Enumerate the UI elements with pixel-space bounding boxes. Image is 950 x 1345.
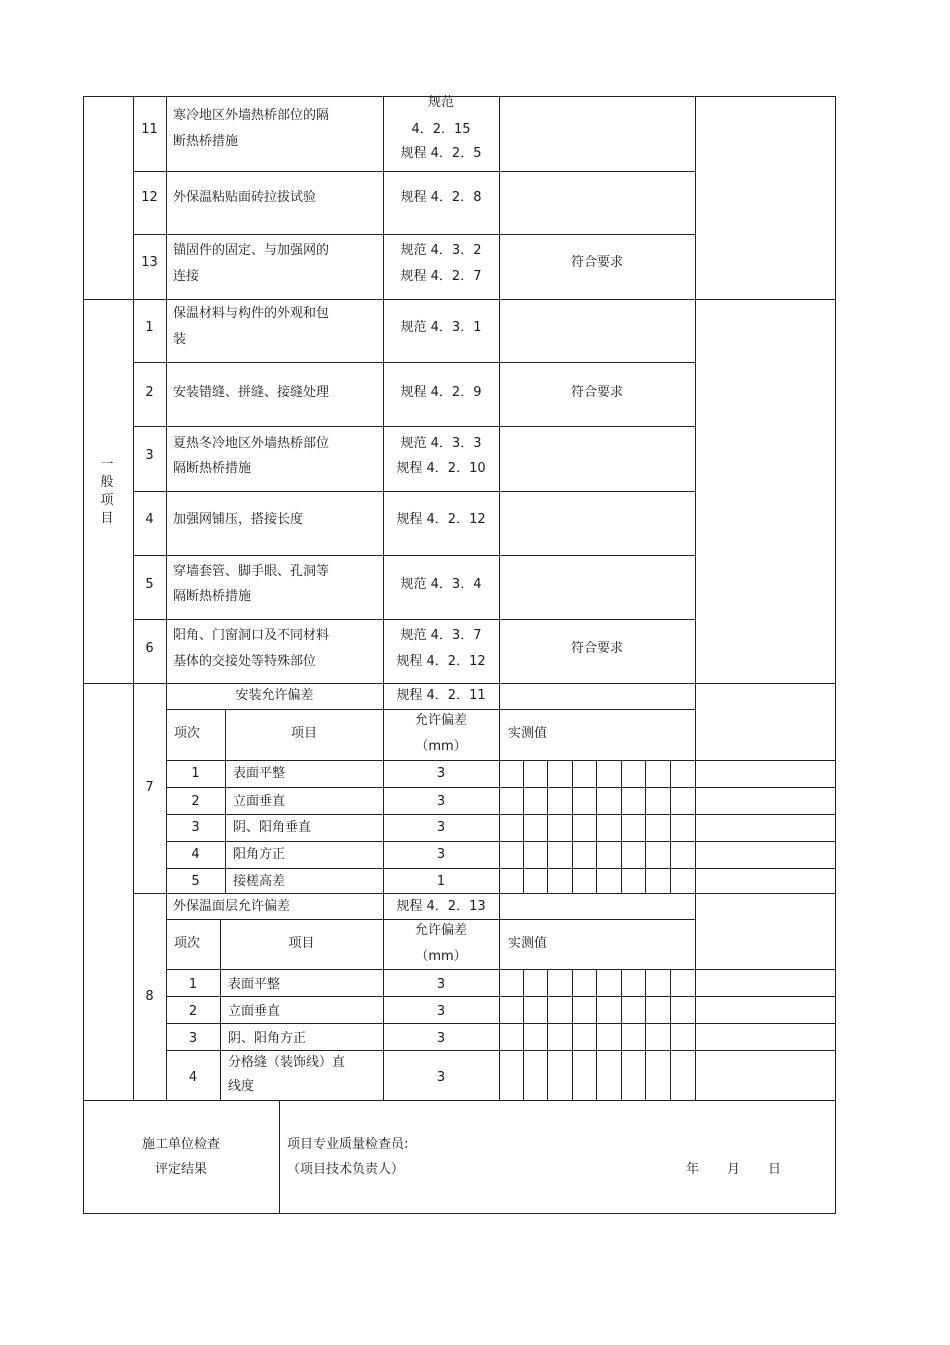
- footer-label: 施工单位检查: [141, 1137, 220, 1152]
- standard-ref: 规程 4．2．12: [396, 512, 486, 527]
- item-text: 锚固件的固定、与加强网的: [173, 243, 330, 258]
- standard-ref: 规范 4．3．4: [400, 577, 482, 592]
- row-number: 8: [145, 989, 154, 1004]
- item-text: 安装错缝、拼缝、接缝处理: [173, 385, 330, 400]
- table-rule: [83, 96, 84, 1214]
- item-text: 隔断热桥措施: [173, 589, 252, 604]
- row-number: 3: [145, 448, 154, 463]
- table-rule: [133, 362, 695, 363]
- table-rule: [83, 1213, 836, 1214]
- table-cell-tolerance: 3: [436, 794, 446, 809]
- standard-ref: 规范 4．3．2: [400, 243, 482, 258]
- standard-ref: 规范 4．3．7: [400, 628, 482, 643]
- item-text: 基体的交接处等特殊部位: [173, 654, 317, 669]
- standard-ref: 规程 4．2．10: [396, 461, 486, 476]
- standard-ref: 规范 4．3．3: [400, 436, 482, 451]
- table-rule: [547, 760, 548, 894]
- standard-ref: 规程 4．2．7: [400, 269, 482, 284]
- table-rule: [83, 1100, 836, 1101]
- column-header-measured: 实测值: [508, 726, 548, 741]
- table-rule: [621, 969, 622, 1101]
- table-rule: [133, 491, 695, 492]
- item-text: 连接: [173, 269, 200, 284]
- row-number: 12: [141, 190, 158, 205]
- column-header-seq: 项次: [173, 936, 200, 951]
- result-text: 符合要求: [570, 255, 623, 270]
- table-rule: [523, 760, 524, 894]
- table-cell-seq: 3: [188, 1031, 198, 1046]
- row-number: 4: [145, 512, 154, 527]
- item-text: 穿墙套管、脚手眼、孔洞等: [173, 564, 330, 579]
- standard-ref: 规程 4．2．8: [400, 190, 482, 205]
- table-rule: [523, 969, 524, 1101]
- table-cell-seq: 4: [191, 847, 200, 862]
- inspector-signature-label: 项目专业质量检查员:: [287, 1137, 409, 1152]
- tolerance-title: 安装允许偏差: [235, 688, 314, 703]
- standard-ref: 规程 4．2．13: [396, 899, 486, 914]
- table-cell-tolerance: 3: [436, 847, 446, 862]
- column-header-tolerance: （mm）: [415, 739, 467, 754]
- table-rule: [695, 760, 696, 894]
- table-cell-seq: 1: [188, 977, 198, 992]
- table-cell-item: 分格缝（装饰线）直: [228, 1055, 346, 1070]
- table-rule: [645, 760, 646, 894]
- table-rule: [547, 969, 548, 1101]
- row-number: 5: [145, 577, 154, 592]
- standard-ref: 规程 4．2．11: [396, 688, 486, 703]
- tech-lead-signature-label: （项目技术负责人）: [287, 1162, 405, 1177]
- column-header-measured: 实测值: [508, 936, 548, 951]
- row-number: 6: [145, 641, 154, 656]
- table-cell-tolerance: 3: [436, 1004, 446, 1019]
- table-rule: [695, 969, 696, 1101]
- table-cell-item: 表面平整: [228, 977, 281, 992]
- table-rule: [133, 96, 134, 1100]
- footer-label: 评定结果: [154, 1162, 207, 1177]
- table-cell-tolerance: 1: [436, 874, 446, 889]
- date-month: 月: [727, 1162, 741, 1177]
- item-text: 寒冷地区外墙热桥部位的隔: [173, 108, 330, 123]
- table-cell-tolerance: 3: [436, 820, 446, 835]
- standard-ref: 4．2．15: [411, 122, 471, 137]
- result-text: 符合要求: [570, 641, 623, 656]
- standard-ref: 规程 4．2．5: [400, 146, 482, 161]
- table-cell-item: 立面垂直: [228, 1004, 281, 1019]
- table-cell-seq: 2: [188, 1004, 198, 1019]
- table-cell-tolerance: 3: [436, 1070, 446, 1085]
- column-header-item: 项目: [288, 936, 315, 951]
- table-cell-tolerance: 3: [436, 766, 446, 781]
- column-header-tolerance: 允许偏差: [414, 713, 467, 728]
- tolerance-title: 外保温面层允许偏差: [173, 899, 291, 914]
- standard-ref: 规程 4．2．9: [400, 385, 482, 400]
- table-rule: [133, 555, 695, 556]
- table-cell-seq: 4: [188, 1070, 198, 1085]
- table-rule: [279, 1100, 280, 1214]
- row-number: 7: [145, 780, 154, 795]
- table-cell-item: 阳角方正: [233, 847, 286, 862]
- date-day: 日: [768, 1162, 782, 1177]
- table-rule: [166, 787, 836, 788]
- date-year: 年: [686, 1162, 700, 1177]
- table-cell-seq: 1: [191, 766, 200, 781]
- item-text: 装: [173, 332, 187, 347]
- table-cell-item: 线度: [228, 1079, 255, 1094]
- table-rule: [572, 969, 573, 1101]
- table-rule: [670, 760, 671, 894]
- table-rule: [645, 969, 646, 1101]
- item-text: 阳角、门窗洞口及不同材料: [173, 628, 330, 643]
- table-rule: [695, 893, 696, 970]
- item-text: 外保温粘贴面砖拉拔试验: [173, 190, 317, 205]
- column-header-tolerance: 允许偏差: [414, 923, 467, 938]
- item-text: 加强网铺压，搭接长度: [173, 512, 304, 527]
- result-text: 符合要求: [570, 385, 623, 400]
- standard-ref: 规范 4．3．1: [400, 320, 482, 335]
- table-rule: [133, 426, 695, 427]
- table-cell-item: 接槎高差: [233, 874, 286, 889]
- column-header-seq: 项次: [173, 726, 200, 741]
- table-rule: [499, 683, 500, 1101]
- table-rule: [166, 969, 836, 970]
- table-cell-item: 表面平整: [233, 766, 286, 781]
- item-text: 保温材料与构件的外观和包: [173, 306, 330, 321]
- table-rule: [835, 96, 836, 1214]
- table-rule: [695, 96, 696, 684]
- table-cell-seq: 3: [191, 820, 200, 835]
- table-cell-tolerance: 3: [436, 1031, 446, 1046]
- table-rule: [133, 171, 695, 172]
- table-cell-tolerance: 3: [436, 977, 446, 992]
- table-rule: [596, 969, 597, 1101]
- table-rule: [572, 760, 573, 894]
- item-text: 断热桥措施: [173, 134, 239, 149]
- row-number: 2: [145, 385, 154, 400]
- table-rule: [596, 760, 597, 894]
- table-rule: [621, 760, 622, 894]
- row-number: 1: [145, 320, 154, 335]
- row-number: 13: [141, 255, 158, 270]
- item-text: 夏热冬冷地区外墙热桥部位: [173, 436, 330, 451]
- standard-ref: 规程 4．2．12: [396, 654, 486, 669]
- table-cell-seq: 2: [191, 794, 200, 809]
- row-number: 11: [141, 122, 158, 137]
- table-rule: [133, 619, 695, 620]
- table-cell-item: 阴、阳角方正: [228, 1031, 307, 1046]
- table-cell-seq: 5: [191, 874, 200, 889]
- item-text: 隔断热桥措施: [173, 461, 252, 476]
- table-cell-item: 立面垂直: [233, 794, 286, 809]
- table-rule: [83, 299, 836, 300]
- column-header-tolerance: （mm）: [415, 949, 467, 964]
- table-cell-item: 阴、阳角垂直: [233, 820, 312, 835]
- table-rule: [695, 683, 696, 761]
- table-rule: [670, 969, 671, 1101]
- column-header-item: 项目: [290, 726, 317, 741]
- table-rule: [133, 234, 695, 235]
- standard-ref: 规范: [427, 95, 454, 110]
- section-label-general: 一般项目: [100, 457, 114, 526]
